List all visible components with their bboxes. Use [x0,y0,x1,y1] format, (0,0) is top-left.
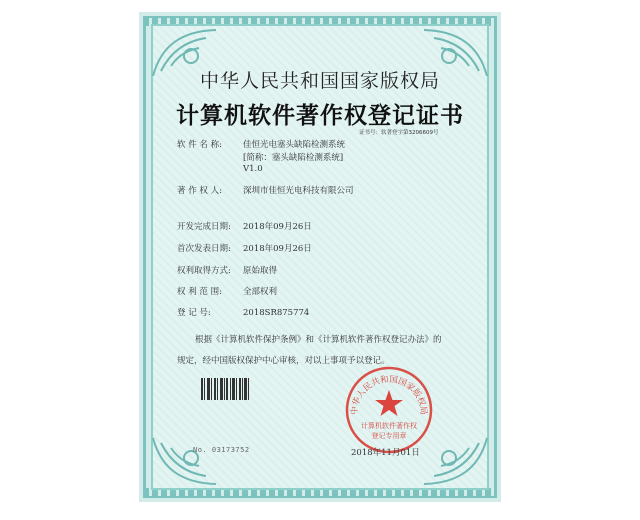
seal-center-line-2: 登记专用章 [371,432,407,440]
field-value: 2018年09月26日 [243,222,312,232]
inner-panel [151,24,489,490]
field-registration-number [177,306,309,318]
field-value: 深圳市佳恒光电科技有限公司 [243,186,354,196]
certificate-title: 计算机软件著作权登记证书 [176,103,464,129]
field-rights-scope [177,285,277,297]
statement-line-1: 根据《计算机软件保护条例》和《计算机软件著作权登记办法》的 [195,335,442,345]
field-value: 原始取得 [243,266,278,276]
issue-date: 2018年11月01日 [351,448,420,458]
official-seal-icon [343,364,435,456]
field-value: 全部权利 [243,287,278,297]
field-value: 2018年09月26日 [243,244,312,254]
seal-center-line-1: 计算机软件著作权 [361,422,417,430]
certificate [139,12,501,502]
field-value: 2018SR875774 [243,308,310,318]
statement-line-2: 规定，经中国版权保护中心审核，对以上事项予以登记。 [177,356,390,366]
field-value: 佳恒光电塞头缺陷检测系统 [243,140,346,150]
seal-ring-text: 中华人民共和国国家版权局 [349,374,429,416]
field-acquisition-method [177,264,277,276]
field-label: 登 记 号: [177,308,211,318]
field-copyright-owner [177,184,354,196]
certificate-number: 证书号：软著登字第3206609号 [359,130,439,136]
software-version: V1.0 [243,164,263,174]
field-publication-date [177,242,312,254]
serial-number: No. 03173752 [193,446,250,454]
issuer-title: 中华人民共和国国家版权局 [199,70,440,92]
ornament-bottom-left-icon [151,433,221,488]
field-label: 软 件 名 称: [177,140,222,150]
field-completion-date [177,220,312,232]
barcode-icon [201,378,249,400]
software-short-name: [简称：塞头缺陷检测系统] [243,153,344,163]
field-label: 首次发表日期: [177,244,231,254]
field-label: 著 作 权 人: [177,186,222,196]
field-label: 权利取得方式: [177,266,231,276]
field-label: 开发完成日期: [177,222,231,232]
field-label: 权 利 范 围: [177,287,222,297]
field-software-name [177,138,345,150]
